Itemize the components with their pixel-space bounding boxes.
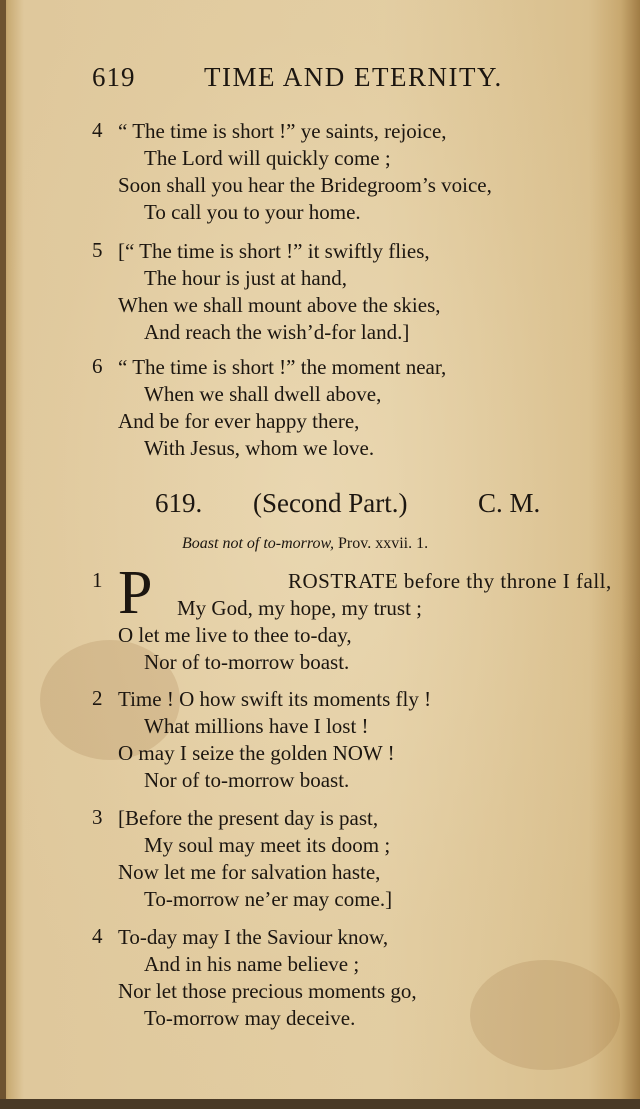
- verse-line: Nor of to-morrow boast.: [144, 650, 350, 674]
- page-number: 619: [92, 62, 136, 92]
- verse-number: 4: [92, 118, 103, 142]
- verse-number: 2: [92, 686, 103, 710]
- hymn-subtitle: [182, 535, 428, 553]
- paper-stain: [470, 960, 620, 1070]
- page-header: [92, 62, 552, 102]
- verse-line: To-morrow ne’er may come.]: [144, 887, 393, 911]
- verse-number: 5: [92, 238, 103, 262]
- verse-line: The Lord will quickly come ;: [144, 146, 391, 170]
- verse-number: 4: [92, 924, 103, 948]
- verse-line: And in his name believe ;: [144, 952, 360, 976]
- verse-line: O may I seize the golden NOW !: [118, 741, 395, 765]
- running-title: TIME AND ETERNITY.: [204, 62, 503, 92]
- verse-line: “ The time is short !” ye saints, rejoice,: [118, 119, 447, 143]
- verse-line: To-morrow may deceive.: [144, 1006, 356, 1030]
- verse-line: [Before the present day is past,: [118, 806, 379, 830]
- verse-line: Time ! O how swift its moments fly !: [118, 687, 432, 711]
- verse-line: Nor of to-morrow boast.: [144, 768, 350, 792]
- verse-line: And reach the wish’d-for land.]: [144, 320, 410, 344]
- verse-line: What millions have I lost !: [144, 714, 369, 738]
- verse-line: Now let me for salvation haste,: [118, 860, 381, 884]
- hymn-meter: C. M.: [478, 488, 541, 518]
- verse-number: 1: [92, 568, 103, 592]
- hymn-title: [155, 488, 575, 528]
- verse-line: And be for ever happy there,: [118, 409, 360, 433]
- verse-line: With Jesus, whom we love.: [144, 436, 375, 460]
- verse-line: The hour is just at hand,: [144, 266, 347, 290]
- verse-line: My God, my hope, my trust ;: [177, 596, 422, 620]
- page-bottom-edge: [0, 1099, 640, 1109]
- verse-line: When we shall dwell above,: [144, 382, 382, 406]
- verse-line: When we shall mount above the skies,: [118, 293, 441, 317]
- verse-line: To call you to your home.: [144, 200, 361, 224]
- verse-line: [“ The time is short !” it swiftly flies,: [118, 239, 430, 263]
- drop-cap: P: [118, 559, 153, 627]
- verse-line: To-day may I the Saviour know,: [118, 925, 389, 949]
- verse-number: 6: [92, 354, 103, 378]
- hymn-part: (Second Part.): [253, 488, 408, 518]
- verse-line: Nor let those precious moments go,: [118, 979, 417, 1003]
- scripture-reference: Prov. xxvii. 1.: [338, 535, 429, 552]
- verse-line: My soul may meet its doom ;: [144, 833, 391, 857]
- verse-line: Soon shall you hear the Bridegroom’s voice,: [118, 173, 492, 197]
- page-spine-edge: [0, 0, 6, 1109]
- verse-line: “ The time is short !” the moment near,: [118, 355, 447, 379]
- verse-line: ROSTRATE before thy throne I fall,: [288, 569, 612, 593]
- verse-number: 3: [92, 805, 103, 829]
- hymn-number: 619.: [155, 488, 203, 518]
- subtitle-text: Boast not of to-morrow,: [182, 535, 335, 552]
- verse-line: O let me live to thee to-day,: [118, 623, 352, 647]
